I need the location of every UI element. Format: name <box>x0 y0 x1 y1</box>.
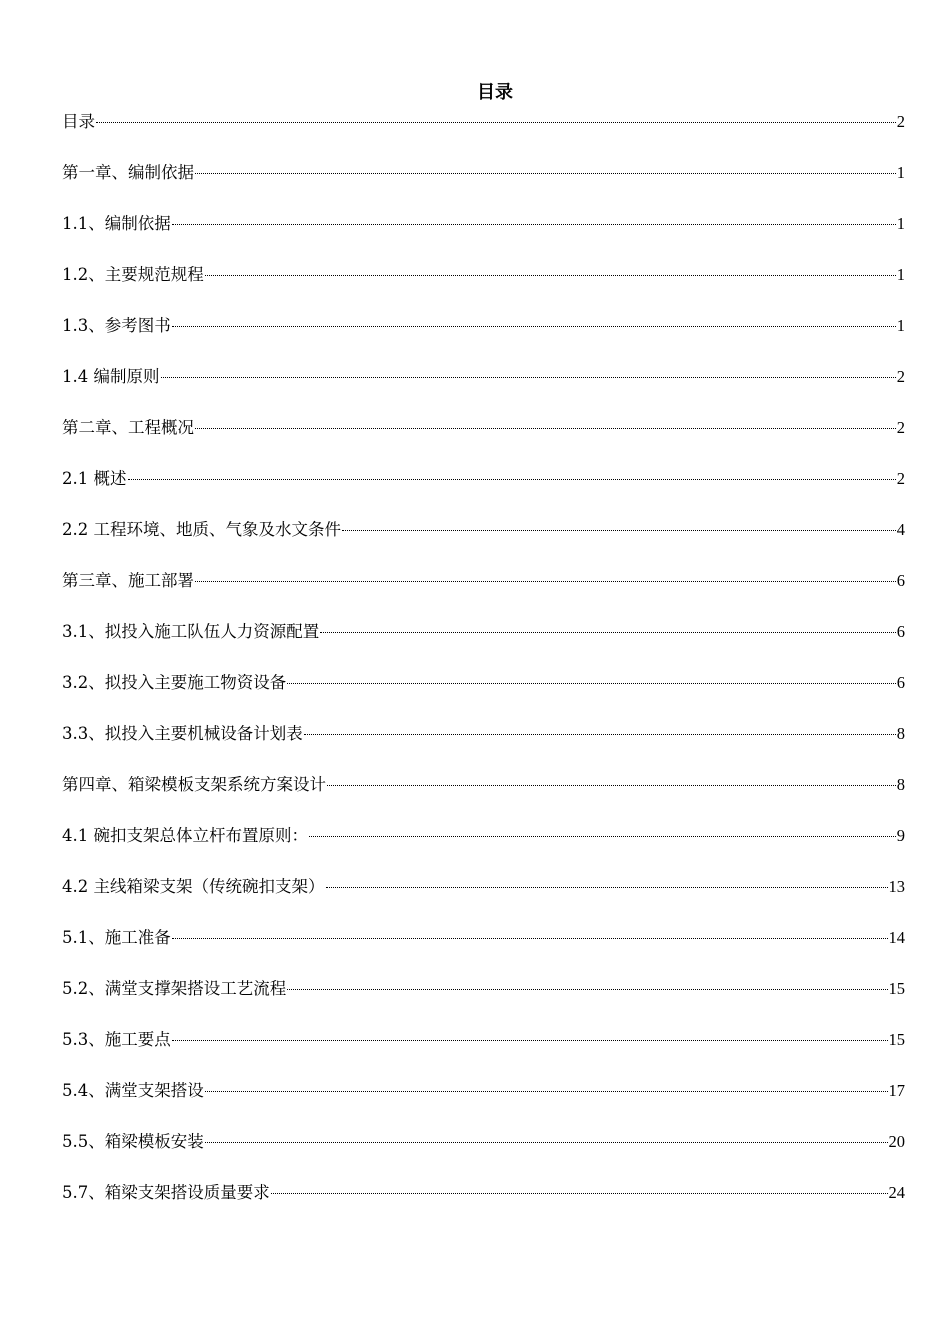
dot-leader <box>326 887 888 888</box>
toc-entry-label: 4.2 主线箱梁支架（传统碗扣支架） <box>62 877 325 896</box>
table-of-contents <box>62 110 905 1232</box>
dot-leader <box>309 836 896 837</box>
toc-entry-label: 1.3、参考图书 <box>62 316 171 335</box>
toc-entry[interactable] <box>62 110 905 161</box>
toc-entry-label: 3.2、拟投入主要施工物资设备 <box>62 673 287 692</box>
toc-entry[interactable] <box>62 620 905 671</box>
toc-entry-label: 3.1、拟投入施工队伍人力资源配置 <box>62 622 320 641</box>
dot-leader <box>128 479 896 480</box>
toc-entry[interactable] <box>62 161 905 212</box>
toc-entry-page: 15 <box>888 1030 905 1049</box>
dot-leader <box>195 581 896 582</box>
toc-entry[interactable] <box>62 875 905 926</box>
toc-entry-label: 3.3、拟投入主要机械设备计划表 <box>62 724 303 743</box>
dot-leader <box>161 377 896 378</box>
dot-leader <box>172 326 896 327</box>
dot-leader <box>96 122 896 123</box>
toc-entry-label: 2.2 工程环境、地质、气象及水文条件 <box>62 520 341 539</box>
toc-entry-page: 24 <box>888 1183 905 1202</box>
toc-entry[interactable] <box>62 365 905 416</box>
toc-entry[interactable] <box>62 773 905 824</box>
toc-entry-page: 13 <box>888 877 905 896</box>
toc-entry-label: 5.5、箱梁模板安装 <box>62 1132 204 1151</box>
toc-entry-label: 1.1、编制依据 <box>62 214 171 233</box>
dot-leader <box>195 173 896 174</box>
toc-entry-page: 1 <box>896 316 905 335</box>
toc-entry-page: 20 <box>888 1132 905 1151</box>
toc-entry[interactable] <box>62 1028 905 1079</box>
toc-entry-page: 2 <box>896 367 905 386</box>
toc-entry-label: 第三章、施工部署 <box>62 571 194 590</box>
toc-entry-page: 1 <box>896 265 905 284</box>
toc-entry[interactable] <box>62 212 905 263</box>
dot-leader <box>327 785 896 786</box>
toc-entry-page: 1 <box>896 214 905 233</box>
toc-entry-page: 2 <box>896 418 905 437</box>
toc-entry[interactable] <box>62 824 905 875</box>
dot-leader <box>205 1142 888 1143</box>
toc-entry-page: 9 <box>896 826 905 845</box>
dot-leader <box>304 734 896 735</box>
toc-entry-label: 第一章、编制依据 <box>62 163 194 182</box>
toc-entry[interactable] <box>62 263 905 314</box>
toc-entry[interactable] <box>62 416 905 467</box>
toc-entry-page: 14 <box>888 928 905 947</box>
dot-leader <box>172 938 888 939</box>
dot-leader <box>195 428 896 429</box>
toc-entry-label: 2.1 概述 <box>62 469 127 488</box>
toc-entry-label: 4.1 碗扣支架总体立杆布置原则： <box>62 826 308 845</box>
toc-entry-label: 5.2、满堂支撑架搭设工艺流程 <box>62 979 287 998</box>
dot-leader <box>271 1193 888 1194</box>
toc-entry-label: 5.1、施工准备 <box>62 928 171 947</box>
toc-title: 目录 <box>477 82 513 103</box>
toc-entry[interactable] <box>62 926 905 977</box>
toc-entry-page: 8 <box>896 724 905 743</box>
toc-entry-label: 第四章、箱梁模板支架系统方案设计 <box>62 775 326 794</box>
toc-entry[interactable] <box>62 569 905 620</box>
toc-entry-page: 6 <box>896 571 905 590</box>
toc-entry-label: 5.4、满堂支架搭设 <box>62 1081 204 1100</box>
toc-entry-page: 1 <box>896 163 905 182</box>
toc-entry-label: 5.7、箱梁支架搭设质量要求 <box>62 1183 270 1202</box>
dot-leader <box>205 1091 888 1092</box>
toc-entry-page: 15 <box>888 979 905 998</box>
toc-entry-label: 1.2、主要规范规程 <box>62 265 204 284</box>
dot-leader <box>320 632 896 633</box>
toc-entry-label: 5.3、施工要点 <box>62 1030 171 1049</box>
dot-leader <box>205 275 896 276</box>
toc-entry[interactable] <box>62 314 905 365</box>
dot-leader <box>287 989 887 990</box>
toc-entry-label: 1.4 编制原则 <box>62 367 160 386</box>
toc-entry[interactable] <box>62 977 905 1028</box>
toc-entry-page: 2 <box>896 112 905 131</box>
toc-entry[interactable] <box>62 722 905 773</box>
dot-leader <box>287 683 896 684</box>
toc-entry-label: 目录 <box>62 112 95 131</box>
dot-leader <box>342 530 896 531</box>
toc-entry-page: 6 <box>896 673 905 692</box>
toc-entry-page: 6 <box>896 622 905 641</box>
toc-entry[interactable] <box>62 1130 905 1181</box>
toc-entry[interactable] <box>62 1079 905 1130</box>
toc-entry-page: 8 <box>896 775 905 794</box>
toc-entry-page: 4 <box>896 520 905 539</box>
dot-leader <box>172 1040 888 1041</box>
toc-entry-label: 第二章、工程概况 <box>62 418 194 437</box>
toc-entry[interactable] <box>62 1181 905 1232</box>
toc-entry[interactable] <box>62 671 905 722</box>
toc-entry[interactable] <box>62 467 905 518</box>
dot-leader <box>172 224 896 225</box>
toc-entry[interactable] <box>62 518 905 569</box>
toc-entry-page: 17 <box>888 1081 905 1100</box>
toc-entry-page: 2 <box>896 469 905 488</box>
